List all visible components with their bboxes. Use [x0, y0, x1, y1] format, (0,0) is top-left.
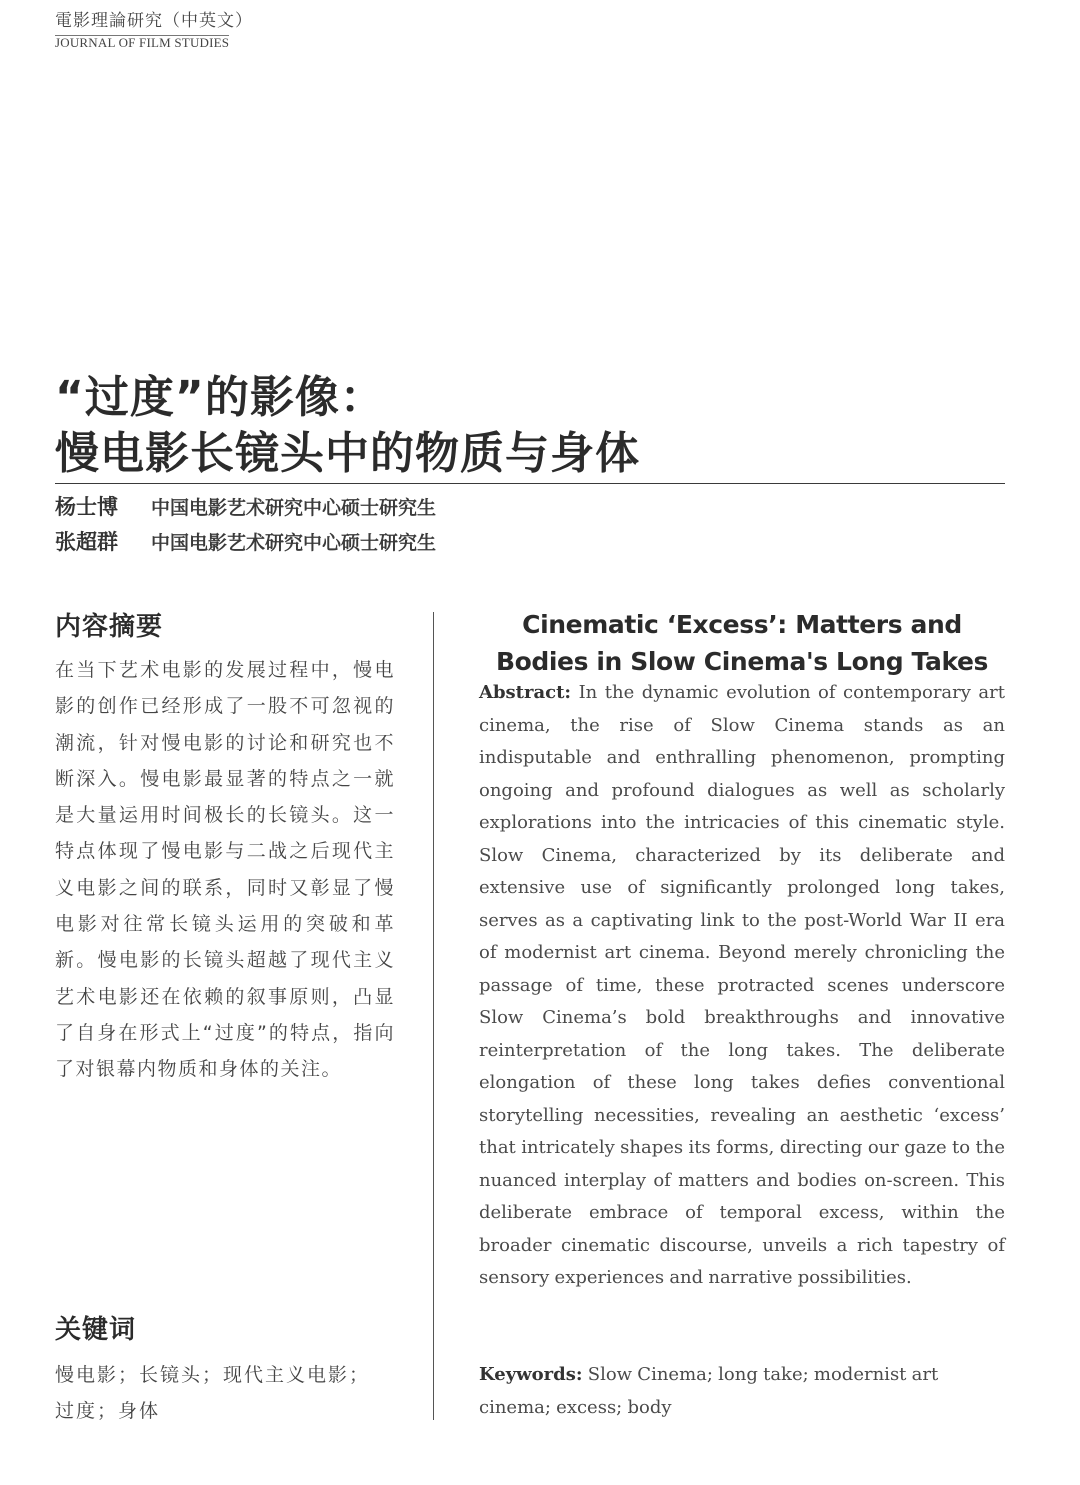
author-name: 张超群: [55, 530, 118, 554]
journal-masthead: [55, 10, 253, 51]
abstract-cn-heading: 内容摘要: [55, 612, 164, 642]
keywords-en: [479, 1358, 1005, 1424]
journal-name-cn: 電影理論研究（中英文）: [55, 11, 253, 31]
author-entry: [55, 492, 436, 523]
abstract-en-label: Abstract:: [479, 682, 572, 703]
author-name: 杨士博: [55, 495, 118, 519]
author-entry: [55, 527, 436, 558]
abstract-cn-text: 在当下艺术电影的发展过程中，慢电影的创作已经形成了一股不可忽视的潮流，针对慢电影的讨论和研究也不断深入。慢电影最显著的特点之一就是大量运用时间极长的长镜头。这一特点体现了慢电影与二战之后现代主义电影之间的联系，同时又彰显了慢电影对往常长镜头运用的突破和革新。慢电影的长镜头超越了现代主义艺术电影还在依赖的叙事原则，凸显了自身在形式上“过度”的特点，指向了对银幕内物质和身体的关注。: [55, 659, 395, 1081]
keywords-cn-heading: 关键词: [55, 1315, 137, 1345]
keywords-en-label: Keywords:: [479, 1364, 583, 1385]
english-title: Cinematic ‘Excess’: Matters and Bodies in Slow Cinema's Long Takes: [495, 610, 989, 676]
title-divider: [55, 483, 1005, 484]
abstract-en-text: In the dynamic evolution of contemporary art cinema, the rise of Slow Cinema stands as an indisputable and enthralling phenomenon, prompting ongoing and profound dialogues as well as scholarly explorations into the intricacies of this cinematic style. Slow Cinema, characterized by its deliberate and extensive use of significantly prolonged long takes, serves as a captivating link to the post-World War II era of modernist art cinema. Beyond merely chronicling the passage of time, these protracted scenes underscore Slow Cinema’s bold breakthroughs and innovative reinterpretation of the long takes. The deliberate elongation of these long takes defies conventional storytelling necessities, revealing an aesthetic ‘excess’ that intricately shapes its forms, directing our gaze to the nuanced interplay of matters and bodies on-screen. This deliberate embrace of temporal excess, within the broader cinematic discourse, unveils a rich tapestry of sensory experiences and narrative possibilities.: [479, 682, 1005, 1288]
journal-name-en: JOURNAL OF FILM STUDIES: [55, 35, 230, 50]
article-title-line2: 慢电影长镜头中的物质与身体: [55, 428, 640, 479]
abstract-en: [479, 677, 1005, 1295]
article-title: [55, 370, 640, 482]
keywords-cn-text: 慢电影；长镜头；现代主义电影；过度；身体: [55, 1364, 371, 1422]
keywords-en-text: Slow Cinema; long take; modernist art cinema; excess; body: [479, 1364, 939, 1418]
column-divider: [433, 612, 434, 1420]
author-affiliation: 中国电影艺术研究中心硕士研究生: [151, 497, 437, 519]
article-title-line1: “过度”的影像：: [55, 372, 385, 423]
author-affiliation: 中国电影艺术研究中心硕士研究生: [151, 532, 437, 554]
